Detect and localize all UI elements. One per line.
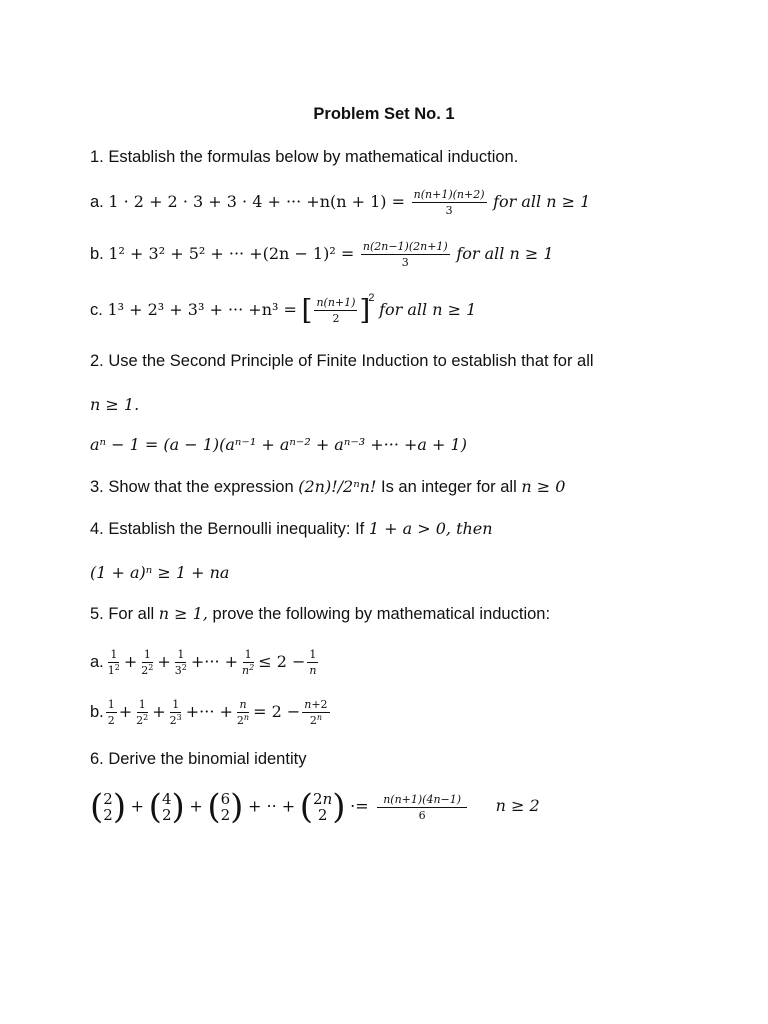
binom-4-choose-2: ( 4 2 ) <box>148 787 185 827</box>
problem-1a-numerator: n(n+1)(n+2) <box>413 188 485 201</box>
frac-n-over-2pown: $\frac{n}{2^n}$ <box>236 698 250 727</box>
problem-2-statement: 2. Use the Second Principle of Finite Induction to establish that for all <box>90 352 594 370</box>
problem-5-condition: n ≥ 1, <box>158 604 208 623</box>
problem-5b: b. $\frac{1}{2}$ + $\frac{1}{2^2}$ + $\frac{1}{2^3}$ +··· + $\frac{n}{2^n}$ = 2 − $\frac{n+2}{2^n}$ <box>90 698 328 727</box>
frac-1-over-2pow2: $\frac{1}{2^2}$ <box>136 698 149 727</box>
problem-1b-condition: for all n ≥ 1 <box>456 243 554 263</box>
problem-6-condition: n ≥ 2 <box>495 796 540 816</box>
problem-6-statement: 6. Derive the binomial identity <box>90 750 307 768</box>
problem-1c-numerator: n(n+1) <box>316 296 356 309</box>
problem-4-condition: 1 + a > 0, then <box>368 519 493 538</box>
problem-1c-lhs: 1³ + 2³ + 3³ + ··· +n³ = <box>107 299 297 319</box>
problem-4-text-pre: 4. Establish the Bernoulli inequality: If <box>90 520 365 538</box>
problem-1b-denominator: 3 <box>401 256 409 269</box>
problem-1c-label: c. <box>90 300 103 319</box>
binom-2n-choose-2: ( 2n 2 ) <box>299 787 346 827</box>
problem-5-text-post: prove the following by mathematical induction: <box>212 605 551 623</box>
problem-1a-condition: for all n ≥ 1 <box>493 191 591 211</box>
problem-1c-condition: for all n ≥ 1 <box>379 299 477 319</box>
binom-2-choose-2: ( 2 2 ) <box>90 787 127 827</box>
problem-5b-label: b. <box>90 702 104 721</box>
problem-5 <box>90 603 550 625</box>
problem-2-condition: n ≥ 1. <box>90 395 140 414</box>
problem-3-text-pre: 3. Show that the expression <box>90 478 294 496</box>
frac-1-over-n: $\frac{1}{n}$ <box>309 648 317 677</box>
problem-3-condition: n ≥ 0 <box>521 477 566 496</box>
problem-1a-lhs: 1 · 2 + 2 · 3 + 3 · 4 + ··· +n(n + 1) = <box>108 191 406 211</box>
problem-1b-numerator: n(2n−1)(2n+1) <box>362 240 448 253</box>
problem-5a: a. $\frac{1}{1^2}$ + $\frac{1}{2^2}$ + $\frac{1}{3^2}$ +··· + $\frac{1}{n^2}$ ≤ 2 − $\frac{1}{n}$ <box>90 648 317 677</box>
problem-5a-label: a. <box>90 652 104 671</box>
problem-5-text-pre: 5. For all <box>90 605 155 623</box>
problem-1c-fraction <box>314 296 357 325</box>
right-bracket: ] <box>359 293 371 327</box>
page-title: Problem Set No. 1 <box>313 105 455 123</box>
frac-1-over-1sq: $\frac{1}{1^2}$ <box>107 648 120 677</box>
frac-1-over-2sq: $\frac{1}{2^2}$ <box>141 648 154 677</box>
left-bracket: [ <box>301 293 313 327</box>
frac-1-over-2pow3: $\frac{1}{2^3}$ <box>169 698 182 727</box>
frac-1-over-nsq: $\frac{1}{n^2}$ <box>242 648 255 677</box>
problem-1b-lhs: 1² + 3² + 5² + ··· +(2n − 1)² = <box>108 243 355 263</box>
problem-3 <box>90 476 565 498</box>
frac-1-over-3sq: $\frac{1}{3^2}$ <box>174 648 187 677</box>
problem-4-formula: (1 + a)ⁿ ≥ 1 + na <box>90 563 230 582</box>
problem-1a-denominator: 3 <box>445 204 453 217</box>
problem-1a <box>90 188 590 217</box>
frac-1-over-2: $\frac{1}{2}$ <box>107 698 115 727</box>
problem-1a-label: a. <box>90 192 104 211</box>
problem-1c: c. 1³ + 2³ + 3³ + ··· +n³ = [ $\frac{n(n+1)}{2}$ ]$^2$ for all n ≥ 1 <box>90 291 477 327</box>
problem-6-rhs-numerator: n(n+1)(4n−1) <box>377 793 467 808</box>
problem-6-rhs-denominator: 6 <box>418 808 426 822</box>
problem-1a-fraction <box>412 188 487 217</box>
problem-2-formula: aⁿ − 1 = (a − 1)(aⁿ⁻¹ + aⁿ⁻² + aⁿ⁻³ +··· +a + 1) <box>90 435 467 454</box>
problem-1b-label: b. <box>90 244 104 263</box>
problem-3-text-post: Is an integer for all <box>381 478 517 496</box>
problem-1b-fraction <box>361 240 450 269</box>
problem-1b <box>90 240 554 269</box>
problem-1c-denominator: 2 <box>332 312 340 325</box>
problem-3-expression: (2n)!/2ⁿn! <box>298 477 377 496</box>
problem-6-rhs-fraction <box>377 793 467 822</box>
problem-6-identity: ( 2 2 ) + ( 4 2 ) + ( 6 2 ) + ·· + ( 2n 2 ) ·= $\frac{n(n+1)(4n-1)}{6}$ n ≥ 2 <box>90 787 540 827</box>
binom-6-choose-2: ( 6 2 ) <box>207 787 244 827</box>
problem-1-statement: 1. Establish the formulas below by mathematical induction. <box>90 148 519 166</box>
frac-n-plus-2-over-2pown: $\frac{n+2}{2^n}$ <box>304 698 328 727</box>
problem-4 <box>90 518 493 540</box>
